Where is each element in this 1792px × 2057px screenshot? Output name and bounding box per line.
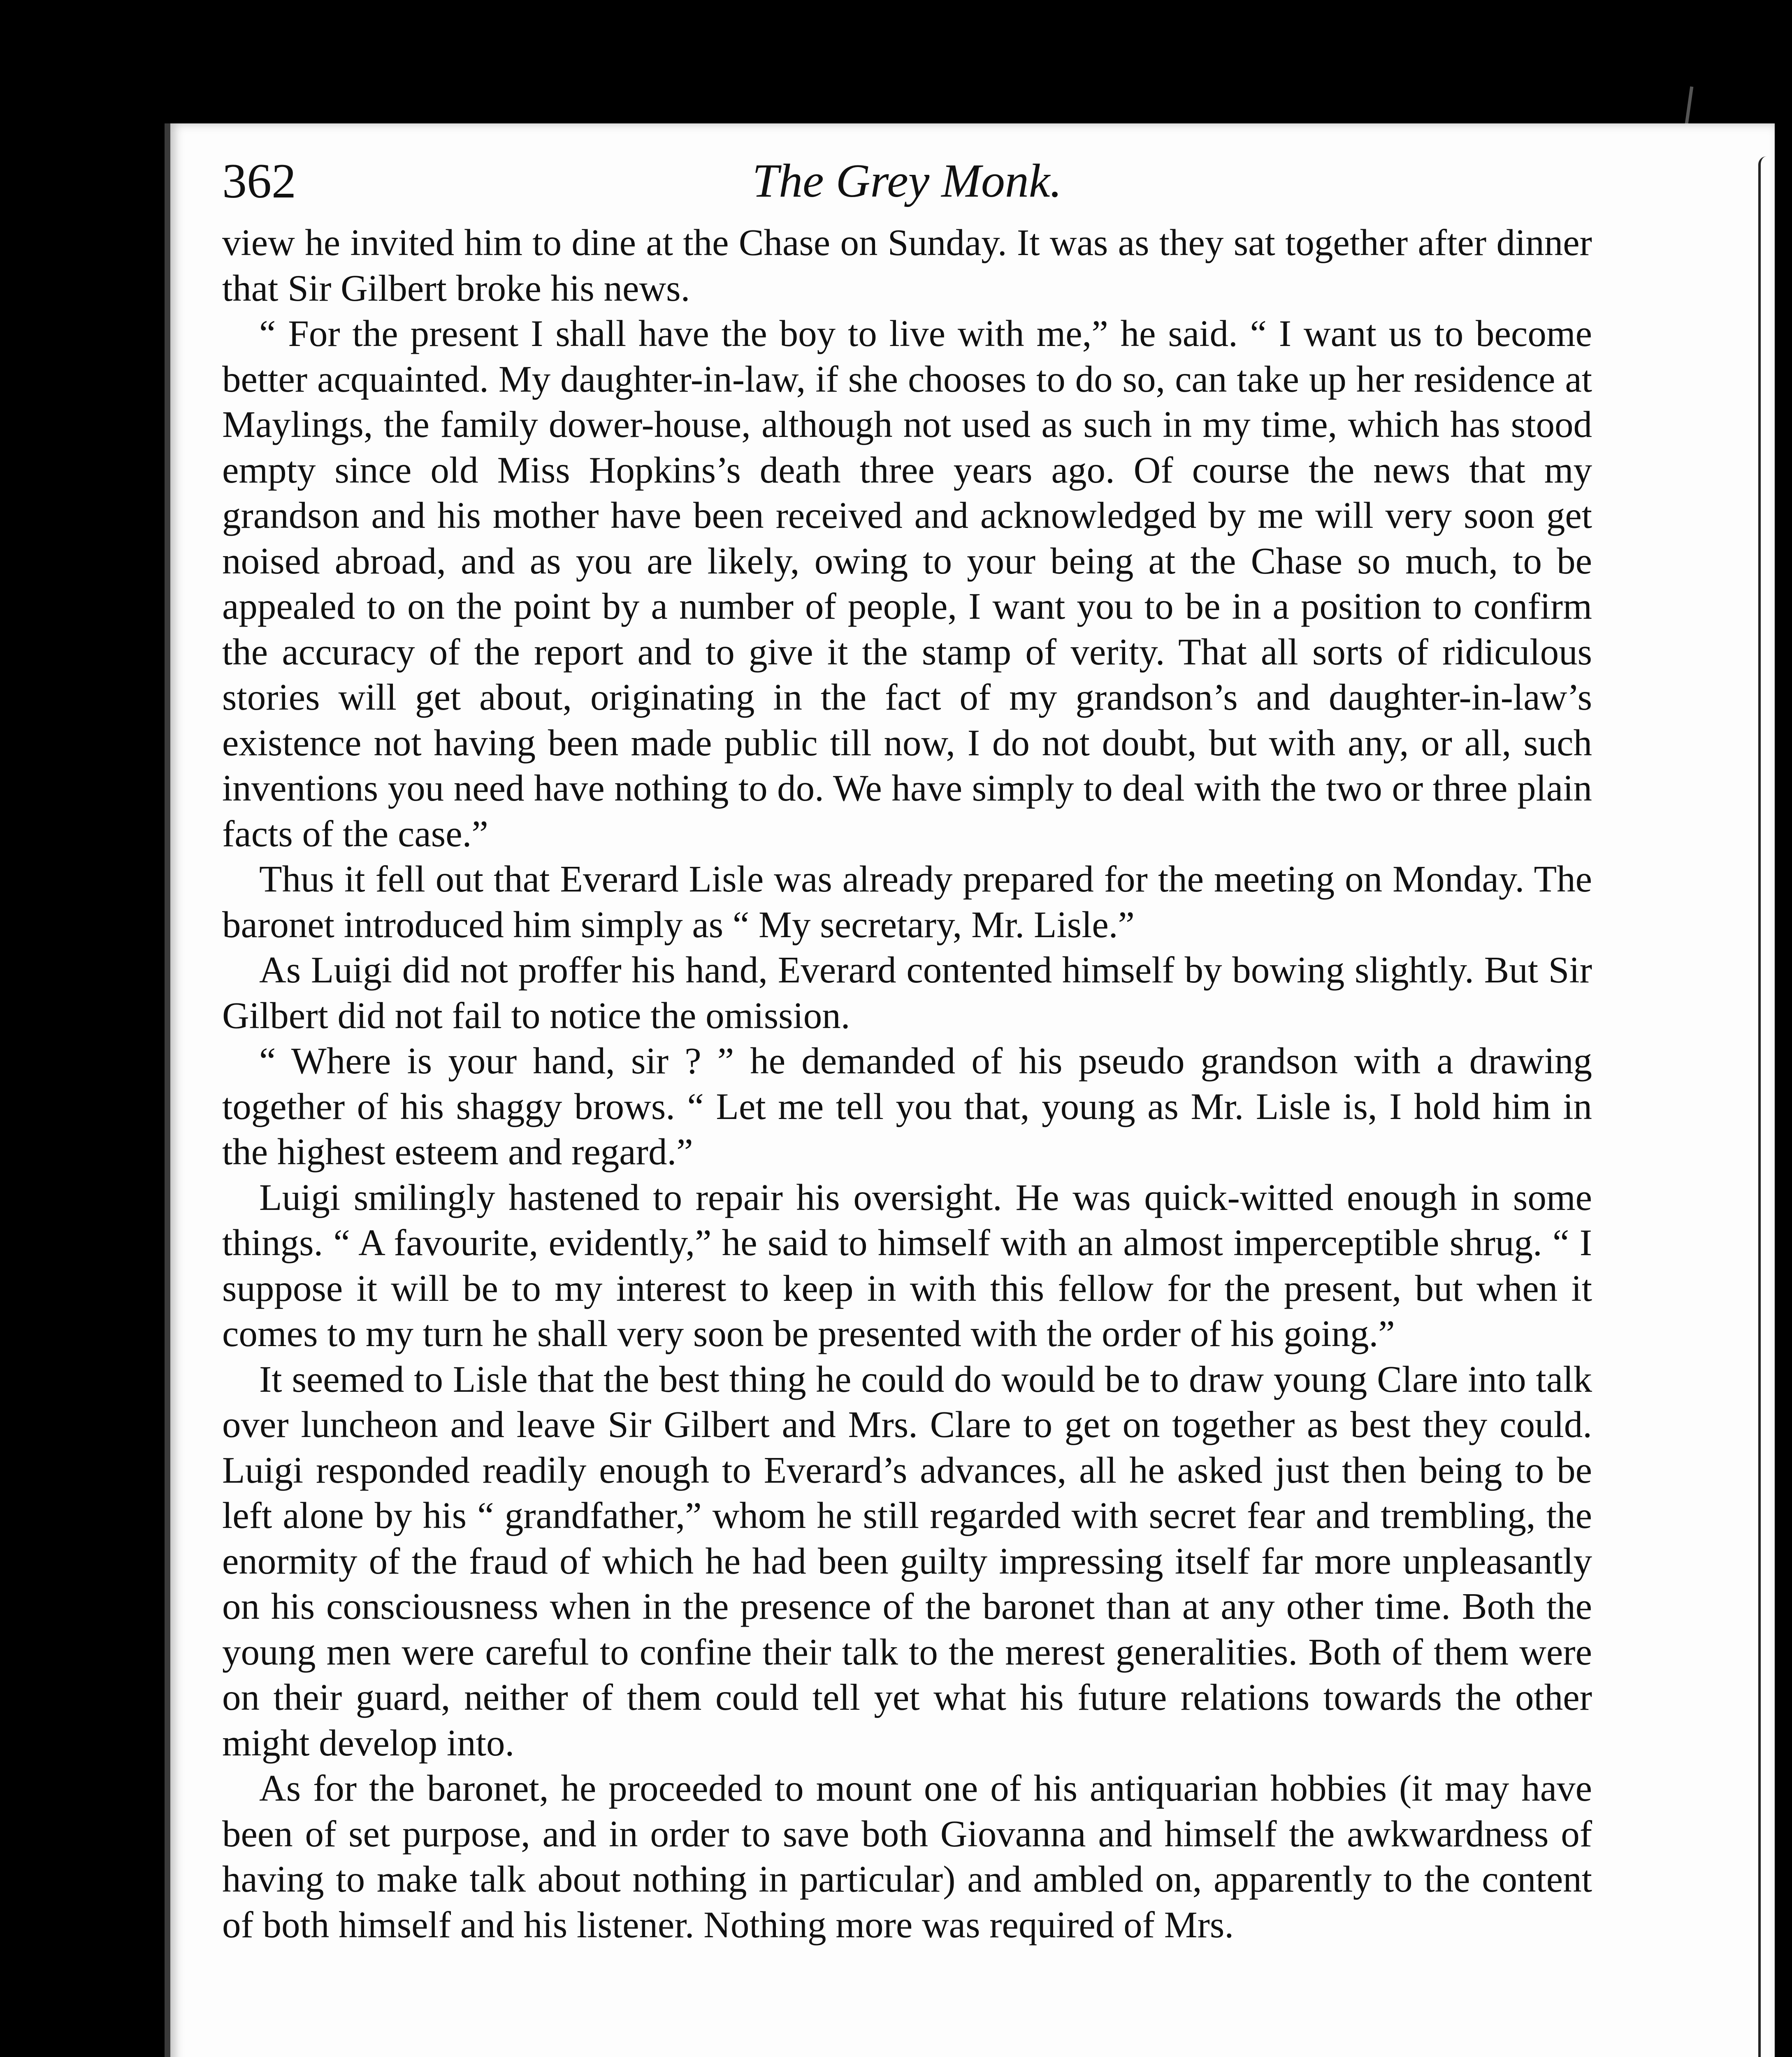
paragraph: Luigi smilingly hastened to repair his oversight. He was quick-witted enough in some things. “ A favourite, evidently,” he said to himself with an almost imperceptible shrug. “ I suppose it will be to my interest to keep in with this fellow for the present, but when it comes to my turn he shall very soon be presented with the order of his going.” [222,1176,1592,1354]
paragraph: As Luigi did not proffer his hand, Everard contented himself by bowing slightly. But Sir Gilbert did not fail to notice the omission. [222,949,1592,1036]
paragraph: “ Where is your hand, sir ? ” he demanded of his pseudo grandson with a drawing together of his shaggy brows. “ Let me tell you that, young as Mr. Lisle is, I hold him in the highest esteem and regard.” [222,1040,1592,1172]
page-number: 362 [222,153,296,208]
page-header [222,148,1592,214]
running-title: The Grey Monk. [752,155,1062,207]
paragraph: “ For the present I shall have the boy to live with me,” he said. “ I want us to become better acquainted. My daughter-in-law, if she chooses to do so, can take up her residence at Maylings, the family dower-house, although not used as such in my time, which has stood empty since old Miss Hopkins’s death three years ago. Of course the news that my grandson and his mother have been received and acknowledged by me will very soon get noised abroad, and as you are likely, owing to your being at the Chase so much, to be appealed to on the point by a number of people, I want you to be in a position to confirm the accuracy of the report and to give it the stamp of verity. That all sorts of ridiculous stories will get about, originating in the fact of my grandson’s and daughter-in-law’s existence not having been made public till now, I do not doubt, but with any, or all, such inventions you need have nothing to do. We have simply to deal with the two or three plain facts of the case.” [222,313,1592,854]
paragraph: view he invited him to dine at the Chase on Sunday. It was as they sat together after dinner that Sir Gilbert broke his news. [222,222,1592,309]
text-body [222,220,1592,2057]
page-edge [1758,156,1777,2057]
paragraph: It seemed to Lisle that the best thing he could do would be to draw young Clare into talk over luncheon and leave Sir Gilbert and Mrs. Clare to get on together as best they could. Luigi responded readily enough to Everard’s advances, all he asked just then being to be left alone by his “ grandfather,” whom he still regarded with secret fear and trembling, the enormity of the fraud of which he had been guilty impressing itself far more unpleasantly on his consciousness when in the presence of the baronet than at any other time. Both the young men were careful to confine their talk to the merest generalities. Both of them were on their guard, neither of them could tell yet what his future relations towards the other might develop into. [222,1358,1592,1764]
paragraph: Thus it fell out that Everard Lisle was already prepared for the meeting on Monday. The baronet introduced him simply as “ My secretary, Mr. Lisle.” [222,858,1592,945]
paragraph: As for the baronet, he proceeded to mount one of his antiquarian hobbies (it may have been of set purpose, and in order to save both Giovanna and himself the awkwardness of having to make talk about nothing in particular) and ambled on, apparently to the content of both himself and his listener. Nothing more was required of Mrs. [222,1767,1592,1946]
